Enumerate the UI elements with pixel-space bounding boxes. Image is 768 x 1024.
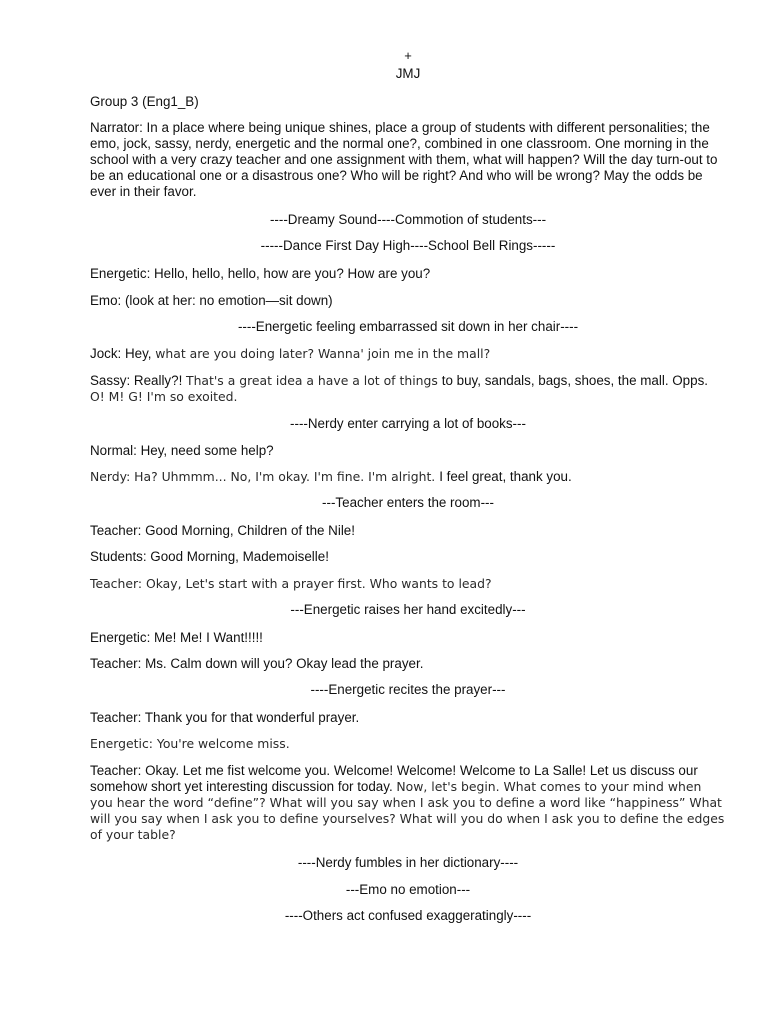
nerdy-line-text-1: Nerdy: Ha? Uhmmm... No, I'm okay. I'm fine. I'm alright. (90, 469, 440, 484)
emo-line: Emo: (look at her: no emotion—sit down) (90, 293, 333, 308)
header-jmj: JMJ (395, 66, 421, 81)
students-line: Students: Good Morning, Mademoiselle! (90, 549, 329, 564)
sassy-line-text-3: O! M! G! I'm so exoited. (90, 389, 238, 404)
teacher-line-text-2: Now, let's begin. What comes to your mind when you hear the word “define”? What will you say when I ask you to define a word like “happiness” What will you say when I ask you to define yourselves? What will you do when I ask you to define the edges of your table? (90, 779, 725, 842)
jock-line-text: what are you doing later? Wanna' join me in the mall? (155, 346, 491, 361)
group-heading: Group 3 (Eng1_B) (90, 94, 199, 109)
energetic-line: Energetic: You're welcome miss. (90, 736, 290, 751)
stage-direction: ---Teacher enters the room--- (322, 495, 494, 510)
normal-line: Normal: Hey, need some help? (90, 443, 274, 458)
stage-direction: -----Dance First Day High----School Bell Rings----- (260, 238, 556, 253)
energetic-line: Energetic: Hello, hello, hello, how are you? How are you? (90, 266, 431, 281)
sassy-line-text-2: to buy, sandals, bags, shoes, the mall. Opps. (441, 373, 708, 388)
sassy-line-speaker: Sassy: Really?! (90, 373, 187, 388)
nerdy-line-text-2: I feel great, thank you. (439, 469, 572, 484)
teacher-line: Teacher: Good Morning, Children of the Nile! (90, 523, 355, 538)
stage-direction: ---Energetic raises her hand excitedly--- (290, 602, 526, 617)
narrator-line: Narrator: In a place where being unique shines, place a group of students with different personalities; the emo, jock, sassy, nerdy, energetic and the normal one?, combined in one classroom. One morning in the school with a very crazy teacher and one assignment with them, what will happen? Will the day turn-out to be an educational one or a disastrous one? Who will be right? And who will be wrong? May the odds be ever in their favor. (90, 120, 718, 199)
teacher-line (90, 763, 726, 843)
energetic-line: Energetic: Me! Me! I Want!!!!! (90, 630, 263, 645)
jock-line (90, 346, 726, 362)
nerdy-line (90, 469, 726, 485)
stage-direction: ----Others act confused exaggeratingly---- (284, 908, 532, 923)
teacher-line-text-1: Teacher: Okay. Let me fist welcome you. Welcome! Welcome! Welcome to La Salle! Let us discuss our somehow short yet interesting discussion for today. (90, 763, 698, 794)
stage-direction: ----Energetic feeling embarrassed sit down in her chair---- (237, 319, 579, 334)
stage-direction: ---Emo no emotion--- (345, 882, 471, 897)
sassy-line (90, 373, 726, 405)
stage-direction: ----Dreamy Sound----Commotion of students--- (269, 212, 547, 227)
sassy-line-text-1: That's a great idea a have a lot of things (186, 373, 442, 388)
teacher-line: Teacher: Ms. Calm down will you? Okay lead the prayer. (90, 656, 424, 671)
header-cross: + (404, 48, 412, 63)
stage-direction: ----Nerdy enter carrying a lot of books--- (290, 416, 526, 431)
teacher-line: Teacher: Thank you for that wonderful prayer. (90, 710, 360, 725)
stage-direction: ----Energetic recites the prayer--- (310, 682, 506, 697)
teacher-line: Teacher: Okay, Let's start with a prayer first. Who wants to lead? (90, 576, 492, 591)
jock-line-speaker: Jock: Hey, (90, 346, 156, 361)
stage-direction: ----Nerdy fumbles in her dictionary---- (297, 855, 519, 870)
